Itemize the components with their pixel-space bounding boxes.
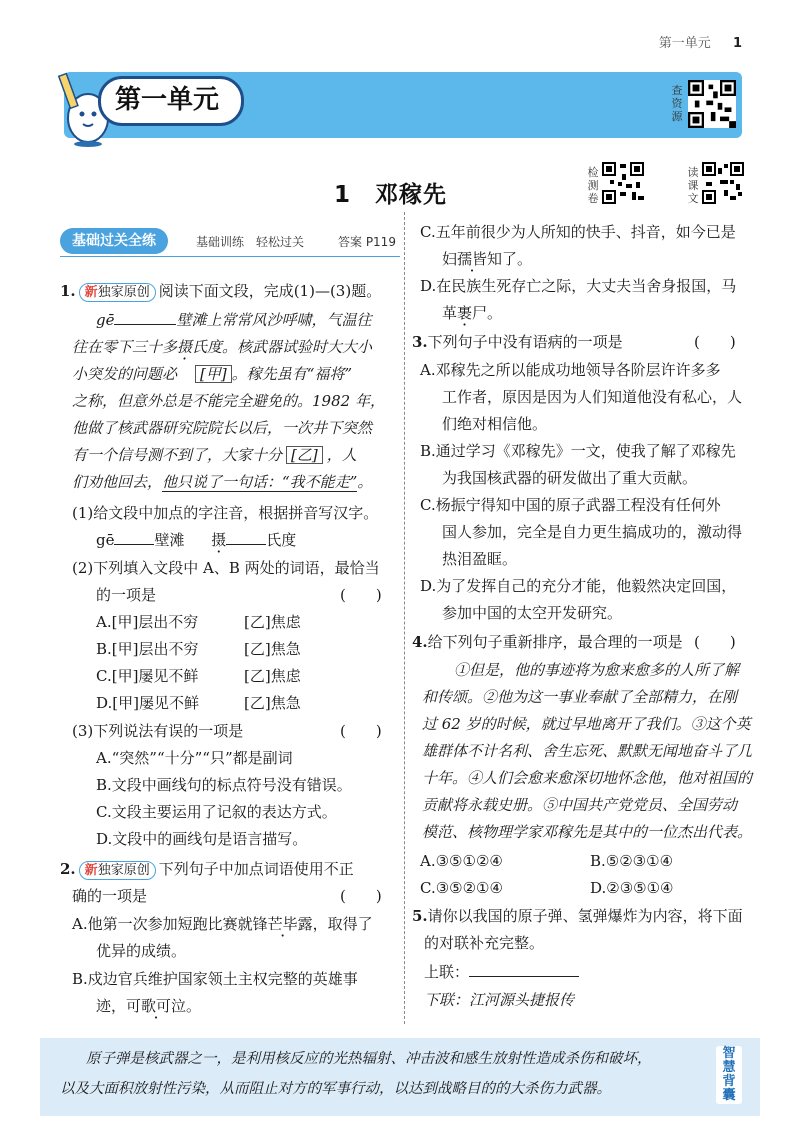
running-header (659, 32, 742, 51)
q1-passage-line-2: 往在零下三十多摄氏度。核武器试验时大大小 (72, 338, 373, 356)
q3-option-b-l2: 为我国核武器的研发做出了重大贡献。 (442, 469, 698, 487)
q4-line-2: 和传颂。②他为这一事业奉献了全部精力，在刚 (422, 688, 738, 706)
q2-option-c-cont: 妇孺皆知了。 (442, 250, 533, 268)
q1-passage-line-6: 有一个信号测不到了，大家十分 [乙] ，人 (72, 446, 357, 464)
q5-upper-couplet: 上联： (424, 962, 579, 982)
q1-passage-line-7: 们劝他回去，他只说了一句话：“我不能走”。 (72, 473, 373, 491)
q2-option-a-cont: 优异的成绩。 (96, 942, 187, 960)
section-subtitle: 基础训练 轻松过关 (196, 235, 305, 249)
q4-prompt: 4.给下列句子重新排序，最合理的一项是 (412, 633, 683, 651)
q4-line-4: 雄群体不计名利、舍生忘死、默默无闻地奋斗了几 (422, 742, 753, 760)
q1-sub3: (3)下列说法有误的一项是 (72, 722, 244, 740)
q1-sub2-answer-paren[interactable]: ( ) (340, 586, 382, 604)
knowledge-box-label: 智慧背囊 (716, 1046, 742, 1104)
q5-lower-couplet: 下联：江河源头捷报传 (424, 991, 575, 1009)
q4-line-3: 过 62 岁的时候，就过早地离开了我们。③这个英 (422, 715, 751, 733)
q3-option-c-l2: 国人参加，完全是自力更生搞成功的，激动得 (442, 523, 743, 541)
q1-sub3-option-c[interactable]: C.文段主要运用了记叙的表达方式。 (96, 803, 337, 821)
q4-answer-paren[interactable]: ( ) (694, 633, 736, 651)
q3-option-b[interactable]: B.通过学习《邓稼先》一文，使我了解了邓稼先 (420, 442, 736, 460)
q1-prompt (60, 281, 381, 302)
q1-sub3-option-d[interactable]: D.文段中的画线句是语言描写。 (96, 830, 308, 848)
q2-prompt: 2. 新独家原创 下列句子中加点词语使用不正 (60, 860, 354, 878)
qr-code-read[interactable] (702, 162, 744, 204)
section-title: 基础过关全练 (60, 228, 168, 254)
q1-sub2-option-a2: [乙]焦虑 (244, 613, 301, 631)
q2-option-d-cont: 革裹尸。 (442, 304, 503, 322)
qr-code-test[interactable] (602, 162, 644, 204)
q4-option-c[interactable]: C.③⑤②①④ (420, 879, 503, 897)
q3-option-d-l2: 参加中国的太空开发研究。 (442, 604, 623, 622)
q1-sub2-option-b[interactable]: B.[甲]层出不穷 (96, 640, 199, 658)
q2-original-tag: 新独家原创 (79, 861, 156, 880)
qr-resource-label: 查资源 (671, 84, 683, 123)
q3-option-a[interactable]: A.邓稼先之所以能成功地领导各阶层许许多多 (420, 361, 721, 379)
q2-prompt-cont: 确的一项是 (72, 887, 148, 905)
q1-number: 1. (60, 282, 76, 300)
header-unit-label: 第一单元 (658, 36, 711, 51)
q2-option-d[interactable]: D.在民族生死存亡之际，大丈夫当舍身报国，马 (420, 277, 737, 295)
q1-sub2-option-a[interactable]: A.[甲]层出不穷 (96, 613, 199, 631)
qr-read-label: 读课文 (687, 166, 699, 205)
section-underline (60, 256, 400, 257)
q4-option-b[interactable]: B.⑤②③①④ (590, 852, 674, 870)
q3-answer-paren[interactable]: ( ) (694, 333, 736, 351)
q1-passage-line-1: gē 壁滩上常常风沙呼啸，气温往 (96, 311, 372, 329)
knowledge-line-1: 原子弹是核武器之一，是利用核反应的光热辐射、冲击波和感生放射性造成杀伤和破坏， (86, 1051, 652, 1067)
q1-passage-line-4: 之称，但意外总是不能完全避免的。1982 年， (72, 392, 385, 410)
q3-option-a-l3: 们绝对相信他。 (442, 415, 548, 433)
q3-option-a-l2: 工作者，原因是因为人们知道他没有私心，人 (442, 388, 743, 406)
q3-option-d[interactable]: D.为了发挥自己的充分才能，他毅然决定回国， (420, 577, 737, 595)
q1-sub1: (1)给文段中加点的字注音，根据拼音写汉字。 (72, 504, 379, 522)
q1-sub2-option-c[interactable]: C.[甲]屡见不鲜 (96, 667, 199, 685)
upper-couplet-blank[interactable] (469, 962, 579, 977)
q2-option-a[interactable]: A.他第一次参加短跑比赛就锋芒毕露，取得了 (72, 915, 373, 933)
qr-code-resources[interactable] (688, 80, 736, 128)
q2-option-b[interactable]: B.戍边官兵维护国家领土主权完整的英雄事 (72, 970, 358, 988)
page-number: 1 (732, 36, 742, 51)
q4-option-d[interactable]: D.②③⑤①④ (590, 879, 674, 897)
q2-answer-paren[interactable]: ( ) (340, 887, 382, 905)
q2-option-b-cont: 迹，可歌可泣。 (96, 997, 202, 1015)
q4-line-1: ①但是，他的事迹将为愈来愈多的人所了解 (454, 661, 740, 679)
q3-option-c[interactable]: C.杨振宁得知中国的原子武器工程没有任何外 (420, 496, 721, 514)
answer-blank-2[interactable] (226, 530, 266, 545)
q1-sub2-option-d2: [乙]焦急 (244, 694, 301, 712)
q1-sub2-option-d[interactable]: D.[甲]屡见不鲜 (96, 694, 199, 712)
q4-option-a[interactable]: A.③⑤①②④ (420, 852, 503, 870)
q4-line-7: 模范、核物理学家邓稼先是其中的一位杰出代表。 (422, 823, 753, 841)
lesson-title: 1 邓稼先 (334, 182, 448, 208)
q2-option-c[interactable]: C.五年前很少为人所知的快手、抖音，如今已是 (420, 223, 736, 241)
q1-prompt-text: 阅读下面文段，完成(1)—(3)题。 (158, 282, 382, 300)
qr-test-label: 检测卷 (587, 166, 599, 205)
q1-sub2-cont: 的一项是 (96, 586, 157, 604)
q1-original-tag: 新独家原创 (79, 283, 156, 302)
knowledge-line-2: 以及大面积放射性污染，从而阻止对方的军事行动，以达到战略目的的大杀伤力武器。 (60, 1081, 611, 1097)
q1-sub3-option-a[interactable]: A.“突然”“十分”“只”都是副词 (96, 749, 293, 767)
q4-line-5: 十年。④人们会愈来愈深切地怀念他，他对祖国的 (422, 769, 753, 787)
q4-line-6: 贡献将永载史册。⑤中国共产党党员、全国劳动 (422, 796, 738, 814)
q1-sub1-blanks: gē 壁滩 摄 氏度 (96, 531, 297, 549)
q3-prompt: 3.下列句子中没有语病的一项是 (412, 333, 623, 351)
q1-passage-line-5: 他做了核武器研究院院长以后，一次井下突然 (72, 419, 373, 437)
q5-prompt: 5.请你以我国的原子弹、氢弹爆炸为内容，将下面 (412, 907, 743, 925)
q1-sub2: (2)下列填入文段中 A、B 两处的词语，最恰当 (72, 559, 380, 577)
q1-sub2-option-c2: [乙]焦虑 (244, 667, 301, 685)
column-divider (404, 212, 405, 1024)
q1-sub3-answer-paren[interactable]: ( ) (340, 722, 382, 740)
unit-title: 第一单元 (98, 76, 244, 126)
answer-reference: 答案 P119 (338, 235, 396, 249)
q3-option-c-l3: 热泪盈眶。 (442, 550, 518, 568)
q5-prompt-cont: 的对联补充完整。 (424, 934, 545, 952)
answer-blank-1[interactable] (114, 530, 154, 545)
q1-passage-line-3: 小突发的问题必 [甲] 。稼先虽有“福将” (72, 365, 353, 383)
q1-underlined-sentence: 他只说了一句话：“我不能走” (162, 473, 358, 491)
q1-sub2-option-b2: [乙]焦急 (244, 640, 301, 658)
q1-sub3-option-b[interactable]: B.文段中画线句的标点符号没有错误。 (96, 776, 352, 794)
